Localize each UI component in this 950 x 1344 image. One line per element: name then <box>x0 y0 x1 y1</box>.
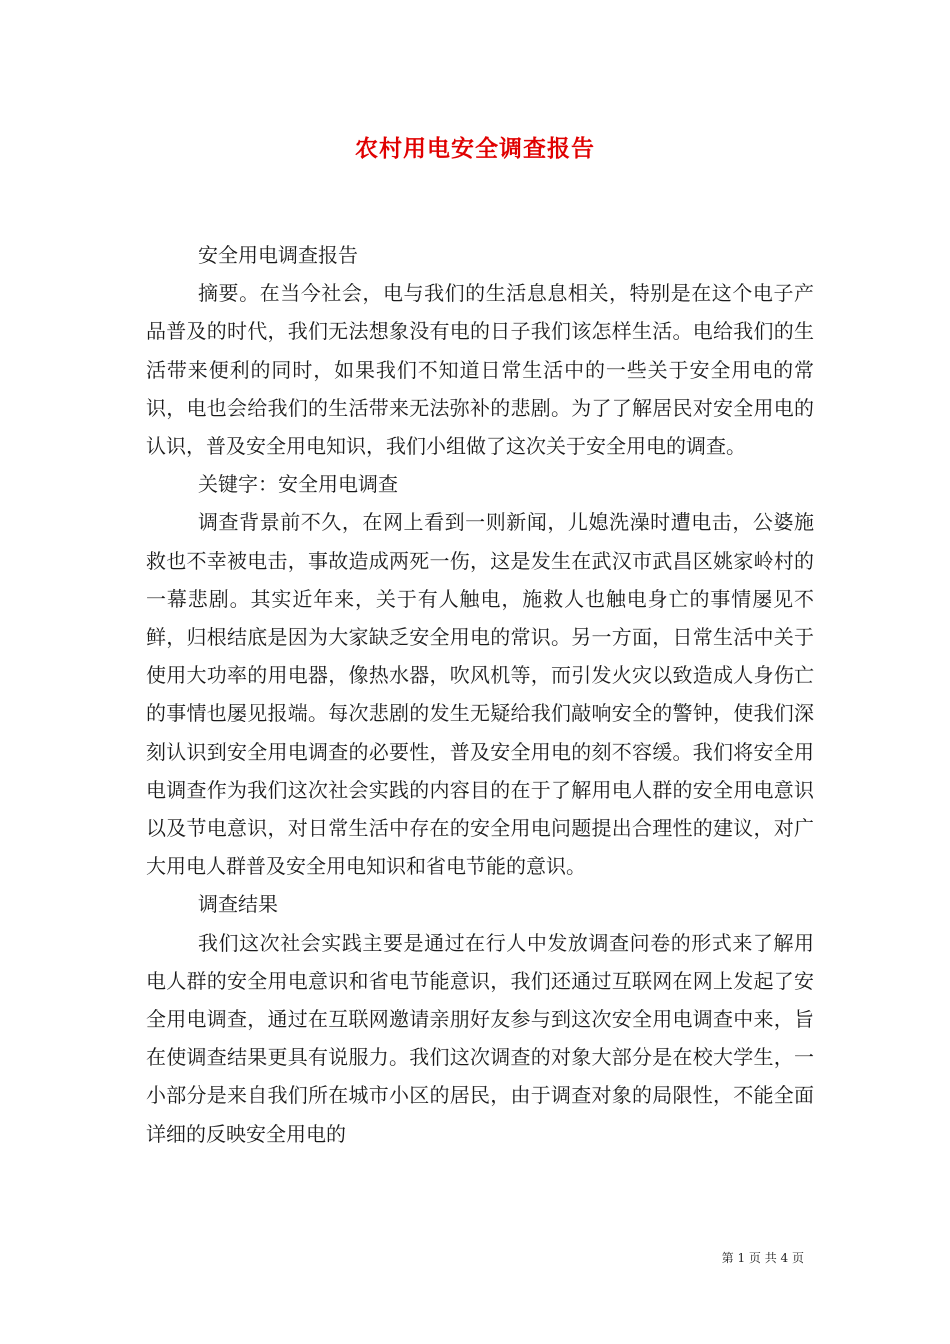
page-number-footer: 第 1 页 共 4 页 <box>721 1251 804 1265</box>
background-paragraph: 调查背景前不久，在网上看到一则新闻，儿媳洗澡时遭电击，公婆施救也不幸被电击，事故造成两死一伤，这是发生在武汉市武昌区姚家岭村的一幕悲剧。其实近年来，关于有人触电，施救人也触电身亡的事情屡见不鲜，归根结底是因为大家缺乏安全用电的常识。另一方面，日常生活中关于使用大功率的用电器，像热水器，吹风机等，而引发火灾以致造成人身伤亡的事情也屡见报端。每次悲剧的发生无疑给我们敲响安全的警钟，使我们深刻认识到安全用电调查的必要性，普及安全用电的刻不容缓。我们将安全用电调查作为我们这次社会实践的内容目的在于了解用电人群的安全用电意识以及节电意识，对日常生活中存在的安全用电问题提出合理性的建议，对广大用电人群普及安全用电知识和省电节能的意识。 <box>146 510 814 879</box>
document-title: 农村用电安全调查报告 <box>355 135 595 162</box>
abstract-paragraph: 摘要。在当今社会，电与我们的生活息息相关，特别是在这个电子产品普及的时代，我们无法想象没有电的日子我们该怎样生活。电给我们的生活带来便利的同时，如果我们不知道日常生活中的一些关于安全用电的常识，电也会给我们的生活带来无法弥补的悲剧。为了了解居民对安全用电的认识，普及安全用电知识，我们小组做了这次关于安全用电的调查。 <box>146 281 814 459</box>
section-heading-results: 调查结果 <box>198 892 278 917</box>
document-body <box>146 236 814 1153</box>
results-paragraph: 我们这次社会实践主要是通过在行人中发放调查问卷的形式来了解用电人群的安全用电意识和省电节能意识，我们还通过互联网在网上发起了安全用电调查，通过在互联网邀请亲朋好友参与到这次安全用电调查中来，旨在使调查结果更具有说服力。我们这次调查的对象大部分是在校大学生，一小部分是来自我们所在城市小区的居民，由于调查对象的局限性，不能全面详细的反映安全用电的 <box>146 930 814 1146</box>
section-heading-report: 安全用电调查报告 <box>198 243 358 267</box>
keywords-line: 关键字：安全用电调查 <box>198 472 398 497</box>
